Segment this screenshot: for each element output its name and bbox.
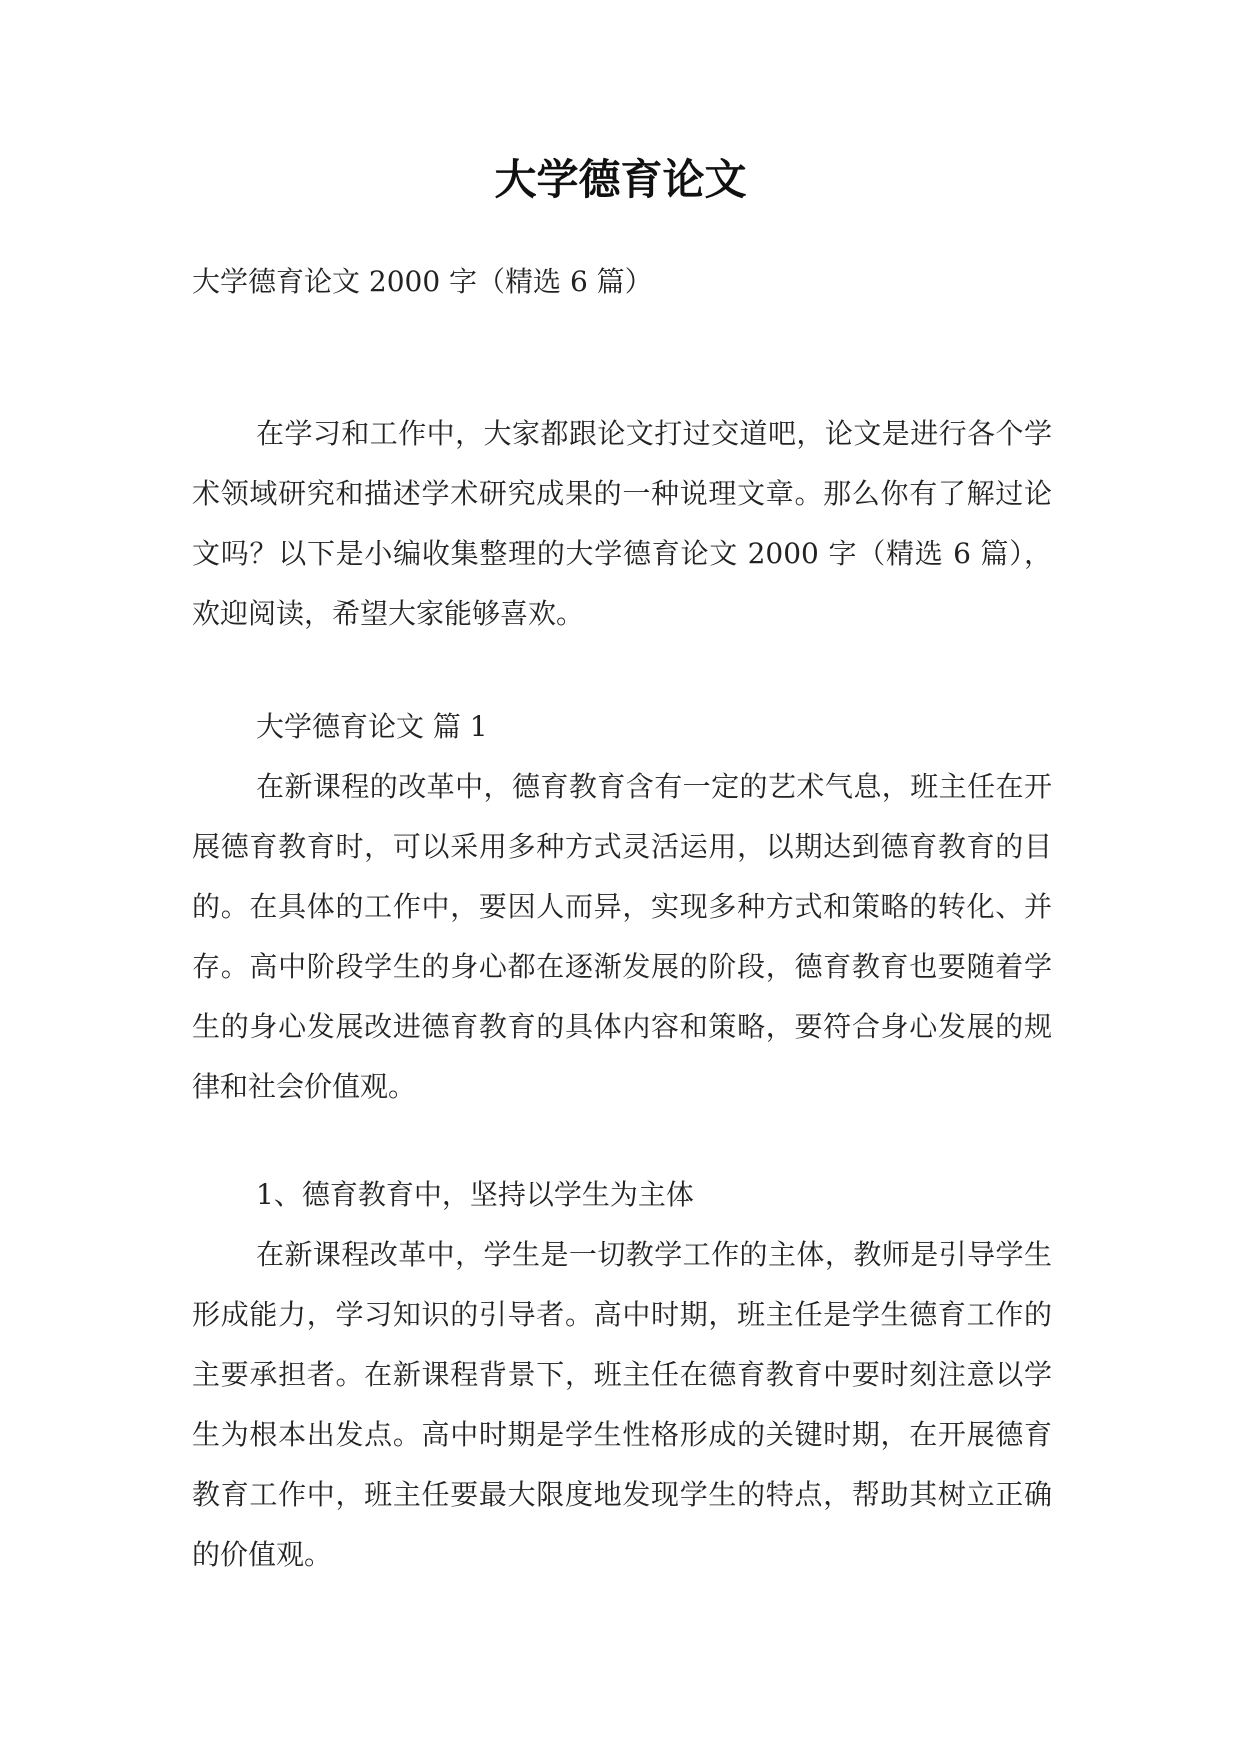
- section-subheading: 1、德育教育中，坚持以学生为主体: [256, 1178, 694, 1211]
- section-paragraph: 在新课程的改革中，德育教育含有一定的艺术气息，班主任在开展德育教育时，可以采用多种方式灵活运用，以期达到德育教育的目的。在具体的工作中，要因人而异，实现多种方式和策略的转化、并存。高中阶段学生的身心都在逐渐发展的阶段，德育教育也要随着学生的身心发展改进德育教育的具体内容和策略，要符合身心发展的规律和社会价值观。: [192, 770, 1052, 1103]
- document-subtitle: 大学德育论文 2000 字（精选 6 篇）: [192, 265, 653, 298]
- intro-paragraph: 在学习和工作中，大家都跟论文打过交道吧，论文是进行各个学术领域研究和描述学术研究成果的一种说理文章。那么你有了解过论文吗？以下是小编收集整理的大学德育论文 2000 字（精选 6 篇），欢迎阅读，希望大家能够喜欢。: [192, 417, 1052, 630]
- document-title: 大学德育论文: [494, 155, 747, 204]
- section-paragraph: 在新课程改革中，学生是一切教学工作的主体，教师是引导学生形成能力，学习知识的引导者。高中时期，班主任是学生德育工作的主要承担者。在新课程背景下，班主任在德育教育中要时刻注意以学生为根本出发点。高中时期是学生性格形成的关键时期，在开展德育教育工作中，班主任要最大限度地发现学生的特点，帮助其树立正确的价值观。: [192, 1238, 1052, 1571]
- section-heading: 大学德育论文 篇 1: [256, 710, 488, 743]
